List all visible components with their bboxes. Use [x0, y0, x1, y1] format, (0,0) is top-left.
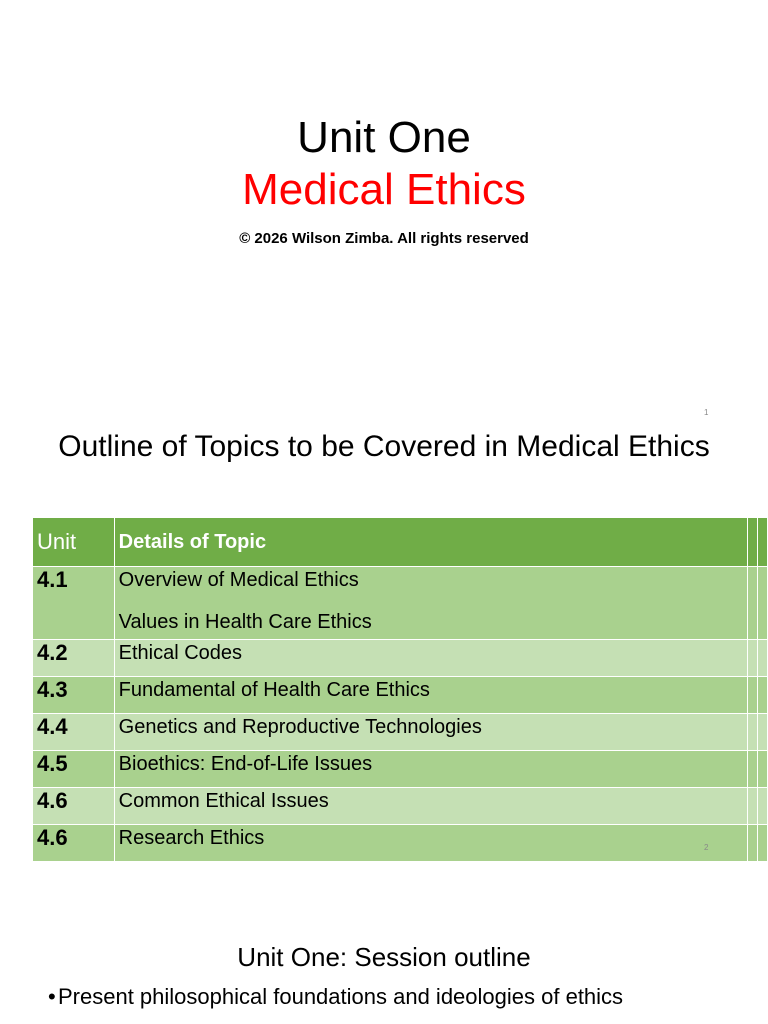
topic-detail-line: Overview of Medical Ethics — [118, 569, 359, 591]
topic-detail-line: Bioethics: End-of-Life Issues — [118, 753, 373, 775]
column-header-unit: Unit — [33, 518, 115, 567]
blank-cell — [757, 640, 767, 677]
topics-table-body — [33, 567, 768, 862]
blank-cell — [757, 751, 767, 788]
table-row — [33, 567, 768, 640]
topic-details — [114, 714, 747, 751]
topic-details — [114, 788, 747, 825]
blank-cell — [747, 714, 757, 751]
bullet-icon: • — [48, 984, 56, 1009]
topics-table — [32, 517, 768, 862]
outline-title: Outline of Topics to be Covered in Medical Ethics — [58, 430, 710, 463]
blank-cell — [747, 751, 757, 788]
topic-detail-line: Common Ethical Issues — [118, 790, 329, 812]
blank-cell — [757, 677, 767, 714]
blank-cell — [757, 825, 767, 862]
blank-cell — [747, 825, 757, 862]
topic-details — [114, 677, 747, 714]
unit-number: 4.2 — [33, 640, 115, 677]
bullet-text: Present philosophical foundations and ideologies of ethics — [58, 984, 624, 1009]
topic-detail-line: Fundamental of Health Care Ethics — [118, 679, 430, 701]
copyright-notice: © 2026 Wilson Zimba. All rights reserved — [239, 230, 529, 247]
topic-detail-line: Research Ethics — [118, 827, 265, 849]
bullet-item — [48, 984, 698, 1010]
blank-cell — [747, 567, 757, 640]
topic-details — [114, 751, 747, 788]
column-header-blank — [747, 518, 757, 567]
unit-number: 4.6 — [33, 825, 115, 862]
table-row — [33, 714, 768, 751]
topic-details — [114, 640, 747, 677]
blank-cell — [757, 788, 767, 825]
blank-cell — [747, 640, 757, 677]
table-header-row — [33, 518, 768, 567]
unit-number: 4.5 — [33, 751, 115, 788]
blank-cell — [747, 677, 757, 714]
column-header-blank — [757, 518, 767, 567]
blank-cell — [747, 788, 757, 825]
session-title: Unit One: Session outline — [237, 942, 531, 972]
topic-details — [114, 567, 747, 640]
table-row — [33, 825, 768, 862]
topic-detail-line: Genetics and Reproductive Technologies — [118, 716, 482, 738]
slide-subtitle: Medical Ethics — [242, 165, 526, 214]
unit-number: 4.1 — [33, 567, 115, 640]
title-slide — [0, 0, 768, 420]
table-row — [33, 640, 768, 677]
page-number: 1 — [704, 408, 709, 417]
table-row — [33, 677, 768, 714]
table-row — [33, 751, 768, 788]
unit-number: 4.4 — [33, 714, 115, 751]
topic-detail-line: Values in Health Care Ethics — [118, 611, 372, 633]
blank-cell — [757, 567, 767, 640]
column-header-details: Details of Topic — [114, 518, 747, 567]
page-number: 2 — [704, 843, 709, 852]
unit-number: 4.6 — [33, 788, 115, 825]
blank-cell — [757, 714, 767, 751]
topic-details — [114, 825, 747, 862]
slide-title: Unit One — [297, 113, 471, 162]
unit-number: 4.3 — [33, 677, 115, 714]
table-row — [33, 788, 768, 825]
topic-detail-line: Ethical Codes — [118, 642, 243, 664]
